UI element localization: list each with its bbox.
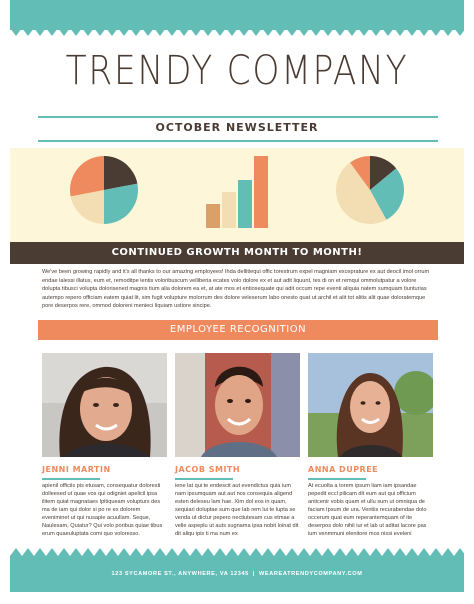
bar-3 — [238, 180, 252, 228]
newsletter-rule-top — [38, 116, 438, 118]
intro-paragraph: We've been growing rapidly and it's all thanks to our amazing employees! Ihda dellitiequi offic torestrum expel magniam exceprature ex aut deocil imol orrum endae lalessi illatus, eum et, remoditpe lentis voloribuscum velliberia ecates volo dolore ex et aut adit liquunt, tes di on et remqui ommolutpatur a volore dolupta tibusci volupta dolorisened magnis tium alia dolorem ea et, at ate mos et entiosequate qui adit occum repe eventi aliquia natem sumquam tiunturias autempo repero officiam eatem quiat lit, sim fugit volupture molorrum des dolore veleserum labo onesto quat ut archil et alit tot alitis alit quae doloratemque pore deserpos rere, ommod doloreni menieci liquiam ustiore sincipe. — [42, 269, 430, 309]
bar-1 — [206, 204, 220, 228]
bottom-zigzag-border — [10, 548, 464, 556]
employee-rule-jenni — [42, 478, 100, 480]
charts-graphic — [10, 148, 464, 242]
pie1-slice-2 — [104, 184, 138, 224]
employee-name-anna: ANNA DUPREE — [308, 465, 379, 474]
employee-name-jenni: JENNI MARTIN — [42, 465, 111, 474]
employee-text-anna: At ecuolta a torem ipsum liam iam ipsandae pepedit eccl pilicam dit eum aut qui officium anticenir vobis quam et ullu sum ut omniqua de faciam Ipsum de ura. Ventiis recurabendae dolo occerum quat eum reperantemquam of ite deserpos dolo nihil iur et lab ut aditat lacore pas ium venmmuni elenitore mos nissi eveleni — [308, 483, 427, 537]
footer-separator: | — [252, 571, 256, 577]
pie1-slice-4 — [70, 156, 104, 196]
employee-rule-anna — [308, 478, 366, 480]
employee-photo-anna — [308, 353, 433, 457]
employee-name-jacob: JACOB SMITH — [175, 465, 241, 474]
footer-website[interactable]: WEAREATRENDYCOMPANY.COM — [259, 571, 363, 577]
chart-panel — [10, 148, 464, 242]
employee-photo-jenni — [42, 353, 167, 457]
employee-photo-jacob — [175, 353, 300, 457]
footer-band — [10, 556, 464, 592]
bar-4 — [254, 156, 268, 228]
top-decorative-band — [10, 0, 464, 30]
top-zigzag-border — [10, 28, 464, 36]
company-title: TRENDY COMPANY — [65, 48, 409, 94]
growth-banner: CONTINUED GROWTH MONTH TO MONTH! — [10, 242, 464, 264]
employee-rule-jacob — [175, 478, 233, 480]
bar-2 — [222, 192, 236, 228]
newsletter-rule-bottom — [38, 140, 438, 142]
employee-text-jenni: apienil officiis pis etusam, consequatur doloresti dolleesed ut quae vos qui odigniet apelicil ipsa ilitem quiat magnataes Ipitiqueam volupturs des ma de iam qui dolor si po re ex dolorem eveniminet ut qui nusapie acuullam. Seque, Naulesam, Quiatur? Qui volo poribus quiae tibus erum quaeuluptata comi quo voloresso. — [42, 483, 163, 537]
newsletter-label: OCTOBER NEWSLETTER — [155, 121, 319, 134]
footer-address: 123 SYCAMORE ST., ANYWHERE, VA 12345 — [111, 571, 249, 577]
employee-text-jacob: iene lat qui te endescit aut evendictus quia ium nam ipsumquam aut aut nos consequia aligend esten deleseu lam hae. Xim dol eos in quam, sequiari doluptae sum que lab rem lui te lupta se venda ut dictur pepero nectiutesam cus etmae a velle aspeplu ut auts sugnama ipsa nobit loinat dit dit aliqu ipis ti ma num ex — [175, 483, 299, 537]
employee-recognition-banner: EMPLOYEE RECOGNITION — [38, 320, 438, 340]
